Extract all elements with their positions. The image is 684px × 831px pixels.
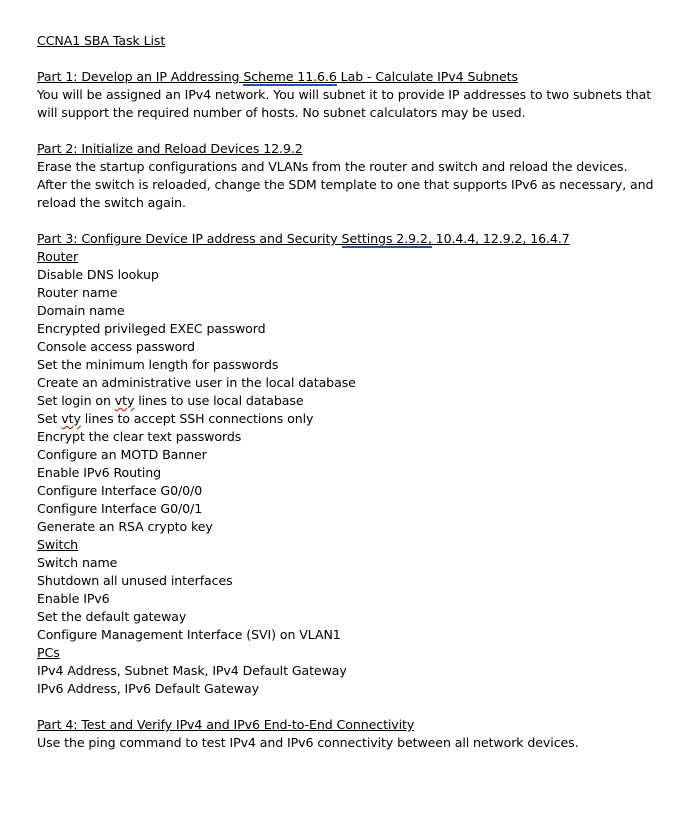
router-item: Generate an RSA crypto key xyxy=(37,519,213,534)
part4-body: Use the ping command to test IPv4 and IPv6 connectivity between all network devices. xyxy=(37,735,579,750)
document-body xyxy=(37,32,667,752)
router-label: Router xyxy=(37,249,79,264)
router-item: Router name xyxy=(37,285,118,300)
part2-heading: Part 2: Initialize and Reload Devices 12.9.2 xyxy=(37,141,303,156)
switch-item: Switch name xyxy=(37,555,118,570)
router-item: Encrypted privileged EXEC password xyxy=(37,321,266,336)
document-title: CCNA1 SBA Task List xyxy=(37,33,166,48)
router-item: Configure Interface G0/0/1 xyxy=(37,501,203,516)
grammar-flag: Settings 2.9.2, xyxy=(341,231,432,246)
part1-body: You will be assigned an IPv4 network. You will subnet it to provide IP addresses to two subnets that will support the required number of hosts. No subnet calculators may be used. xyxy=(37,87,652,120)
spelling-flag: vty xyxy=(114,393,135,408)
router-item-text: Set login on xyxy=(37,393,115,408)
grammar-flag: Scheme 11.6.6 xyxy=(243,69,337,84)
spelling-flag: vty xyxy=(61,411,81,426)
spacer xyxy=(37,698,667,716)
pcs-item: IPv6 Address, IPv6 Default Gateway xyxy=(37,681,259,696)
switch-item: Enable IPv6 xyxy=(37,591,110,606)
router-item xyxy=(37,410,667,428)
router-item: Encrypt the clear text passwords xyxy=(37,429,242,444)
router-item: Disable DNS lookup xyxy=(37,267,159,282)
part4-heading: Part 4: Test and Verify IPv4 and IPv6 End-to-End Connectivity xyxy=(37,717,415,732)
switch-item: Set the default gateway xyxy=(37,609,187,624)
part3-heading-pre: Part 3: Configure Device IP address and Security xyxy=(37,231,342,246)
part1-heading-pre: Part 1: Develop an IP Addressing xyxy=(37,69,244,84)
spacer xyxy=(37,212,667,230)
part2-line1: Erase the startup configurations and VLANs from the router and switch and reload the devices. xyxy=(37,159,628,174)
router-item: Configure an MOTD Banner xyxy=(37,447,207,462)
switch-label: Switch xyxy=(37,537,79,552)
router-item: Configure Interface G0/0/0 xyxy=(37,483,203,498)
router-item-text: lines to use local database xyxy=(134,393,304,408)
part1-heading-post: Lab - Calculate IPv4 Subnets xyxy=(336,69,518,84)
router-item xyxy=(37,392,667,410)
router-item: Enable IPv6 Routing xyxy=(37,465,162,480)
router-item-text: Set xyxy=(37,411,62,426)
part3-heading-post: 10.4.4, 12.9.2, 16.4.7 xyxy=(431,231,570,246)
part1-heading xyxy=(37,68,667,86)
pcs-item: IPv4 Address, Subnet Mask, IPv4 Default Gateway xyxy=(37,663,347,678)
router-item: Set the minimum length for passwords xyxy=(37,357,279,372)
part2-line2: After the switch is reloaded, change the SDM template to one that supports IPv6 as necessary, and reload the switch again. xyxy=(37,177,654,210)
switch-item: Configure Management Interface (SVI) on VLAN1 xyxy=(37,627,341,642)
pcs-label: PCs xyxy=(37,645,60,660)
spacer xyxy=(37,122,667,140)
part3-heading xyxy=(37,230,667,248)
spacer xyxy=(37,50,667,68)
router-item: Create an administrative user in the local database xyxy=(37,375,356,390)
router-item: Console access password xyxy=(37,339,195,354)
router-item-text: lines to accept SSH connections only xyxy=(80,411,314,426)
switch-item: Shutdown all unused interfaces xyxy=(37,573,233,588)
router-item: Domain name xyxy=(37,303,125,318)
